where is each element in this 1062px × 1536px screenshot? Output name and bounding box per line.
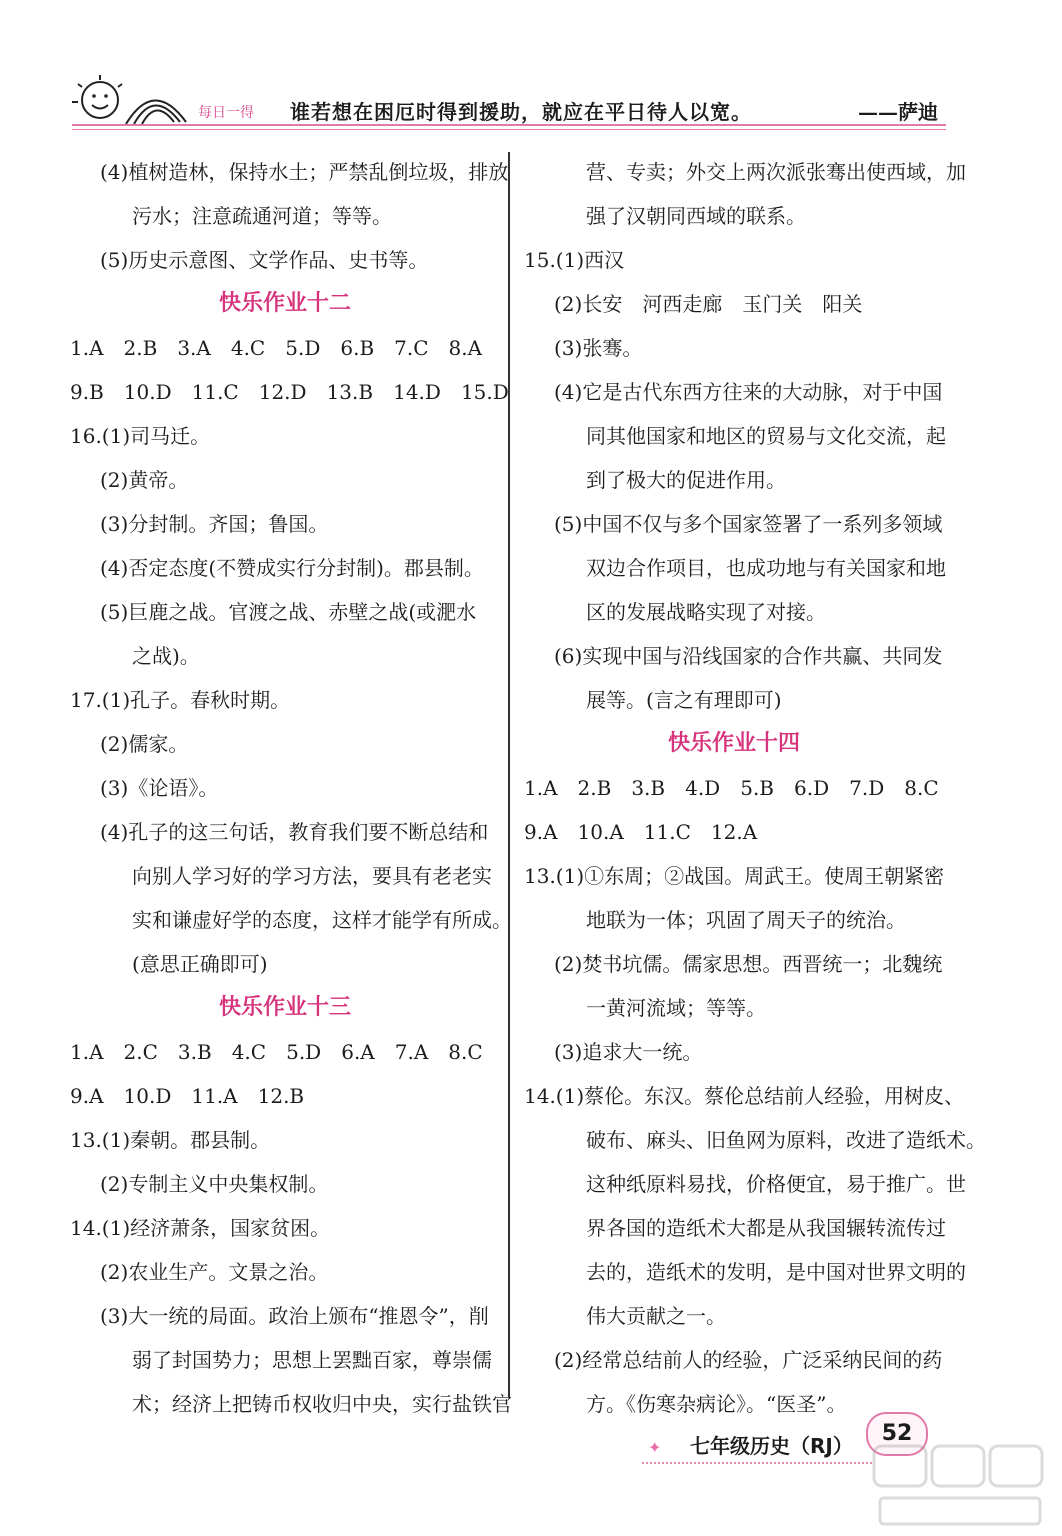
answer-line: (2)黄帝。 — [100, 468, 189, 492]
answer-lines — [524, 854, 986, 1426]
answer-line: (5)历史示意图、文学作品、史书等。 — [100, 248, 429, 272]
column-divider — [508, 152, 510, 1397]
left-continued-answers — [70, 150, 509, 282]
answer-line: 15.(1)西汉 — [524, 248, 625, 272]
answer-line: (2)焚书坑儒。儒家思想。西晋统一；北魏统 — [554, 952, 943, 976]
mc-answer: 3.B — [631, 776, 666, 800]
answer-line: (6)实现中国与沿线国家的合作共赢、共同发 — [554, 644, 943, 668]
answer-line: (4)孔子的这三句话，教育我们要不断总结和 — [100, 820, 489, 844]
mc-answer: 11.C — [191, 380, 239, 404]
answer-line: (5)巨鹿之战。官渡之战、赤壁之战(或淝水 — [100, 600, 477, 624]
answer-line: 实和谦虚好学的态度，这样才能学有所成。 — [132, 908, 512, 932]
mc-answer: 6.B — [340, 336, 375, 360]
answer-line: (4)它是古代东西方往来的大动脉，对于中国 — [554, 380, 943, 404]
mc-answer: 8.C — [448, 1040, 483, 1064]
answer-line: (3)分封制。齐国；鲁国。 — [100, 512, 329, 536]
answer-line: 双边合作项目，也成功地与有关国家和地 — [586, 556, 946, 580]
answer-line: 界各国的造纸术大都是从我国辗转流传过 — [586, 1216, 946, 1240]
mc-answer: 9.A — [524, 820, 558, 844]
mc-answer: 7.D — [849, 776, 885, 800]
answer-line: 同其他国家和地区的贸易与文化交流，起 — [586, 424, 946, 448]
mc-answer: 4.C — [230, 336, 266, 360]
answer-line: 这种纸原料易找，价格便宜，易于推广。世 — [586, 1172, 966, 1196]
left-column — [70, 150, 512, 1426]
mc-answer-row — [70, 1074, 500, 1118]
mc-answer: 14.D — [393, 380, 441, 404]
answer-line: 方。《伤寒杂病论》。“医圣”。 — [586, 1392, 847, 1416]
mc-answer: 4.D — [685, 776, 721, 800]
answer-line: 破布、麻头、旧鱼网为原料，改进了造纸术。 — [586, 1128, 986, 1152]
mc-answer: 11.A — [191, 1084, 238, 1108]
answer-line: 伟大贡献之一。 — [586, 1304, 726, 1328]
answer-lines — [70, 414, 512, 986]
answer-line: (3)《论语》。 — [100, 776, 219, 800]
mc-answer: 12.B — [257, 1084, 305, 1108]
answer-line: 污水；注意疏通河道；等等。 — [132, 204, 392, 228]
daily-quote: 谁若想在困厄时得到援助，就应在平日待人以宽。 — [290, 100, 752, 124]
mc-answer: 1.A — [70, 336, 104, 360]
mc-answer-row — [70, 326, 500, 370]
page-number: 52 — [866, 1412, 928, 1456]
section-title: 快乐作业十四 — [667, 731, 800, 756]
answer-line: 13.(1)秦朝。郡县制。 — [70, 1128, 271, 1152]
answer-line: 营、专卖；外交上两次派张骞出使西域，加 — [586, 160, 966, 184]
answer-line: 向别人学习好的学习方法，要具有老老实 — [132, 864, 492, 888]
mc-answer: 2.B — [577, 776, 612, 800]
mc-answer: 15.D — [460, 380, 509, 404]
daily-label: 每日一得 — [198, 105, 254, 121]
answer-line: (2)经常总结前人的经验，广泛采纳民间的药 — [554, 1348, 943, 1372]
mc-answer: 10.A — [577, 820, 624, 844]
book-title: 七年级历史（RJ） — [690, 1434, 853, 1458]
mc-answers — [70, 1030, 500, 1118]
answer-line: 去的，造纸术的发明，是中国对世界文明的 — [586, 1260, 966, 1284]
mc-answer-row — [524, 810, 944, 854]
mc-answer: 4.C — [231, 1040, 267, 1064]
mc-answer: 7.A — [394, 1040, 429, 1064]
answer-line: (4)植树造林，保持水土；严禁乱倒垃圾，排放 — [100, 160, 509, 184]
mc-answer-row — [524, 766, 944, 810]
header-rule — [72, 124, 946, 126]
answer-line: (2)长安 河西走廊 玉门关 阳关 — [554, 292, 863, 316]
answer-line: 14.(1)经济萧条，国家贫困。 — [70, 1216, 331, 1240]
mc-answer: 2.B — [123, 336, 158, 360]
sun-rainbow-icon — [64, 72, 194, 128]
quote-attribution: ——萨迪 — [858, 100, 938, 124]
mc-answer: 5.B — [740, 776, 774, 800]
mc-answer: 10.D — [123, 1084, 172, 1108]
mc-answer: 5.D — [286, 1040, 322, 1064]
answer-line: (3)大一统的局面。政治上颁布“推恩令”，削 — [100, 1304, 489, 1328]
section-title: 快乐作业十二 — [218, 291, 351, 316]
answer-line: 弱了封国势力；思想上罢黜百家，尊崇儒 — [132, 1348, 492, 1372]
answer-line: 14.(1)蔡伦。东汉。蔡伦总结前人经验，用树皮、 — [524, 1084, 965, 1108]
right-continued-answers — [524, 150, 966, 722]
mc-answer: 8.C — [904, 776, 939, 800]
mc-answer: 6.D — [794, 776, 830, 800]
mc-answer: 10.D — [123, 380, 172, 404]
mc-answer: 5.D — [285, 336, 321, 360]
mc-answer: 12.D — [258, 380, 307, 404]
mc-answer: 3.B — [177, 1040, 212, 1064]
mc-answer-row — [70, 370, 509, 414]
mc-answer: 1.A — [524, 776, 558, 800]
answer-line: (5)中国不仅与多个国家签署了一系列多领域 — [554, 512, 943, 536]
right-column — [524, 150, 986, 1426]
answer-line: (4)否定态度(不赞成实行分封制)。郡县制。 — [100, 556, 484, 580]
answer-line: (3)追求大一统。 — [554, 1040, 703, 1064]
section-title: 快乐作业十三 — [218, 995, 351, 1020]
mc-answer: 1.A — [70, 1040, 104, 1064]
footer-dotted-line — [642, 1462, 872, 1464]
answer-line: 一黄河流域；等等。 — [586, 996, 766, 1020]
answer-line: (2)儒家。 — [100, 732, 189, 756]
answer-line: 强了汉朝同西域的联系。 — [586, 204, 806, 228]
answer-line: 到了极大的促进作用。 — [586, 468, 786, 492]
answer-line: 展等。(言之有理即可) — [586, 688, 782, 712]
answer-line: (意思正确即可) — [132, 952, 268, 976]
answer-line: 地联为一体；巩固了周天子的统治。 — [586, 908, 906, 932]
watermark-logo — [870, 1440, 1050, 1530]
answer-line: 之战)。 — [132, 644, 200, 668]
mc-answer: 11.C — [643, 820, 691, 844]
page-header — [0, 0, 1062, 140]
mc-answer: 8.A — [448, 336, 483, 360]
mc-answers — [70, 326, 509, 414]
answer-line: 13.(1)①东周；②战国。周武王。使周王朝紧密 — [524, 864, 945, 888]
mc-answer: 12.A — [710, 820, 758, 844]
answer-line: 区的发展战略实现了对接。 — [586, 600, 826, 624]
mc-answer: 6.A — [341, 1040, 375, 1064]
mc-answer-row — [70, 1030, 500, 1074]
answer-line: 16.(1)司马迁。 — [70, 424, 211, 448]
mc-answer: 3.A — [177, 336, 211, 360]
answer-line: (3)张骞。 — [554, 336, 643, 360]
answer-line: 术；经济上把铸币权收归中央，实行盐铁官 — [132, 1392, 512, 1416]
star-icon: ✦ — [648, 1438, 662, 1457]
mc-answer: 13.B — [326, 380, 374, 404]
mc-answer: 9.A — [70, 1084, 104, 1108]
answer-line: (2)农业生产。文景之治。 — [100, 1260, 329, 1284]
header-rule-thin — [72, 129, 946, 130]
answer-line: (2)专制主义中央集权制。 — [100, 1172, 329, 1196]
answer-line: 17.(1)孔子。春秋时期。 — [70, 688, 291, 712]
mc-answer: 2.C — [123, 1040, 158, 1064]
mc-answer: 9.B — [70, 380, 104, 404]
answer-lines — [70, 1118, 512, 1426]
mc-answers — [524, 766, 944, 854]
mc-answer: 7.C — [394, 336, 429, 360]
